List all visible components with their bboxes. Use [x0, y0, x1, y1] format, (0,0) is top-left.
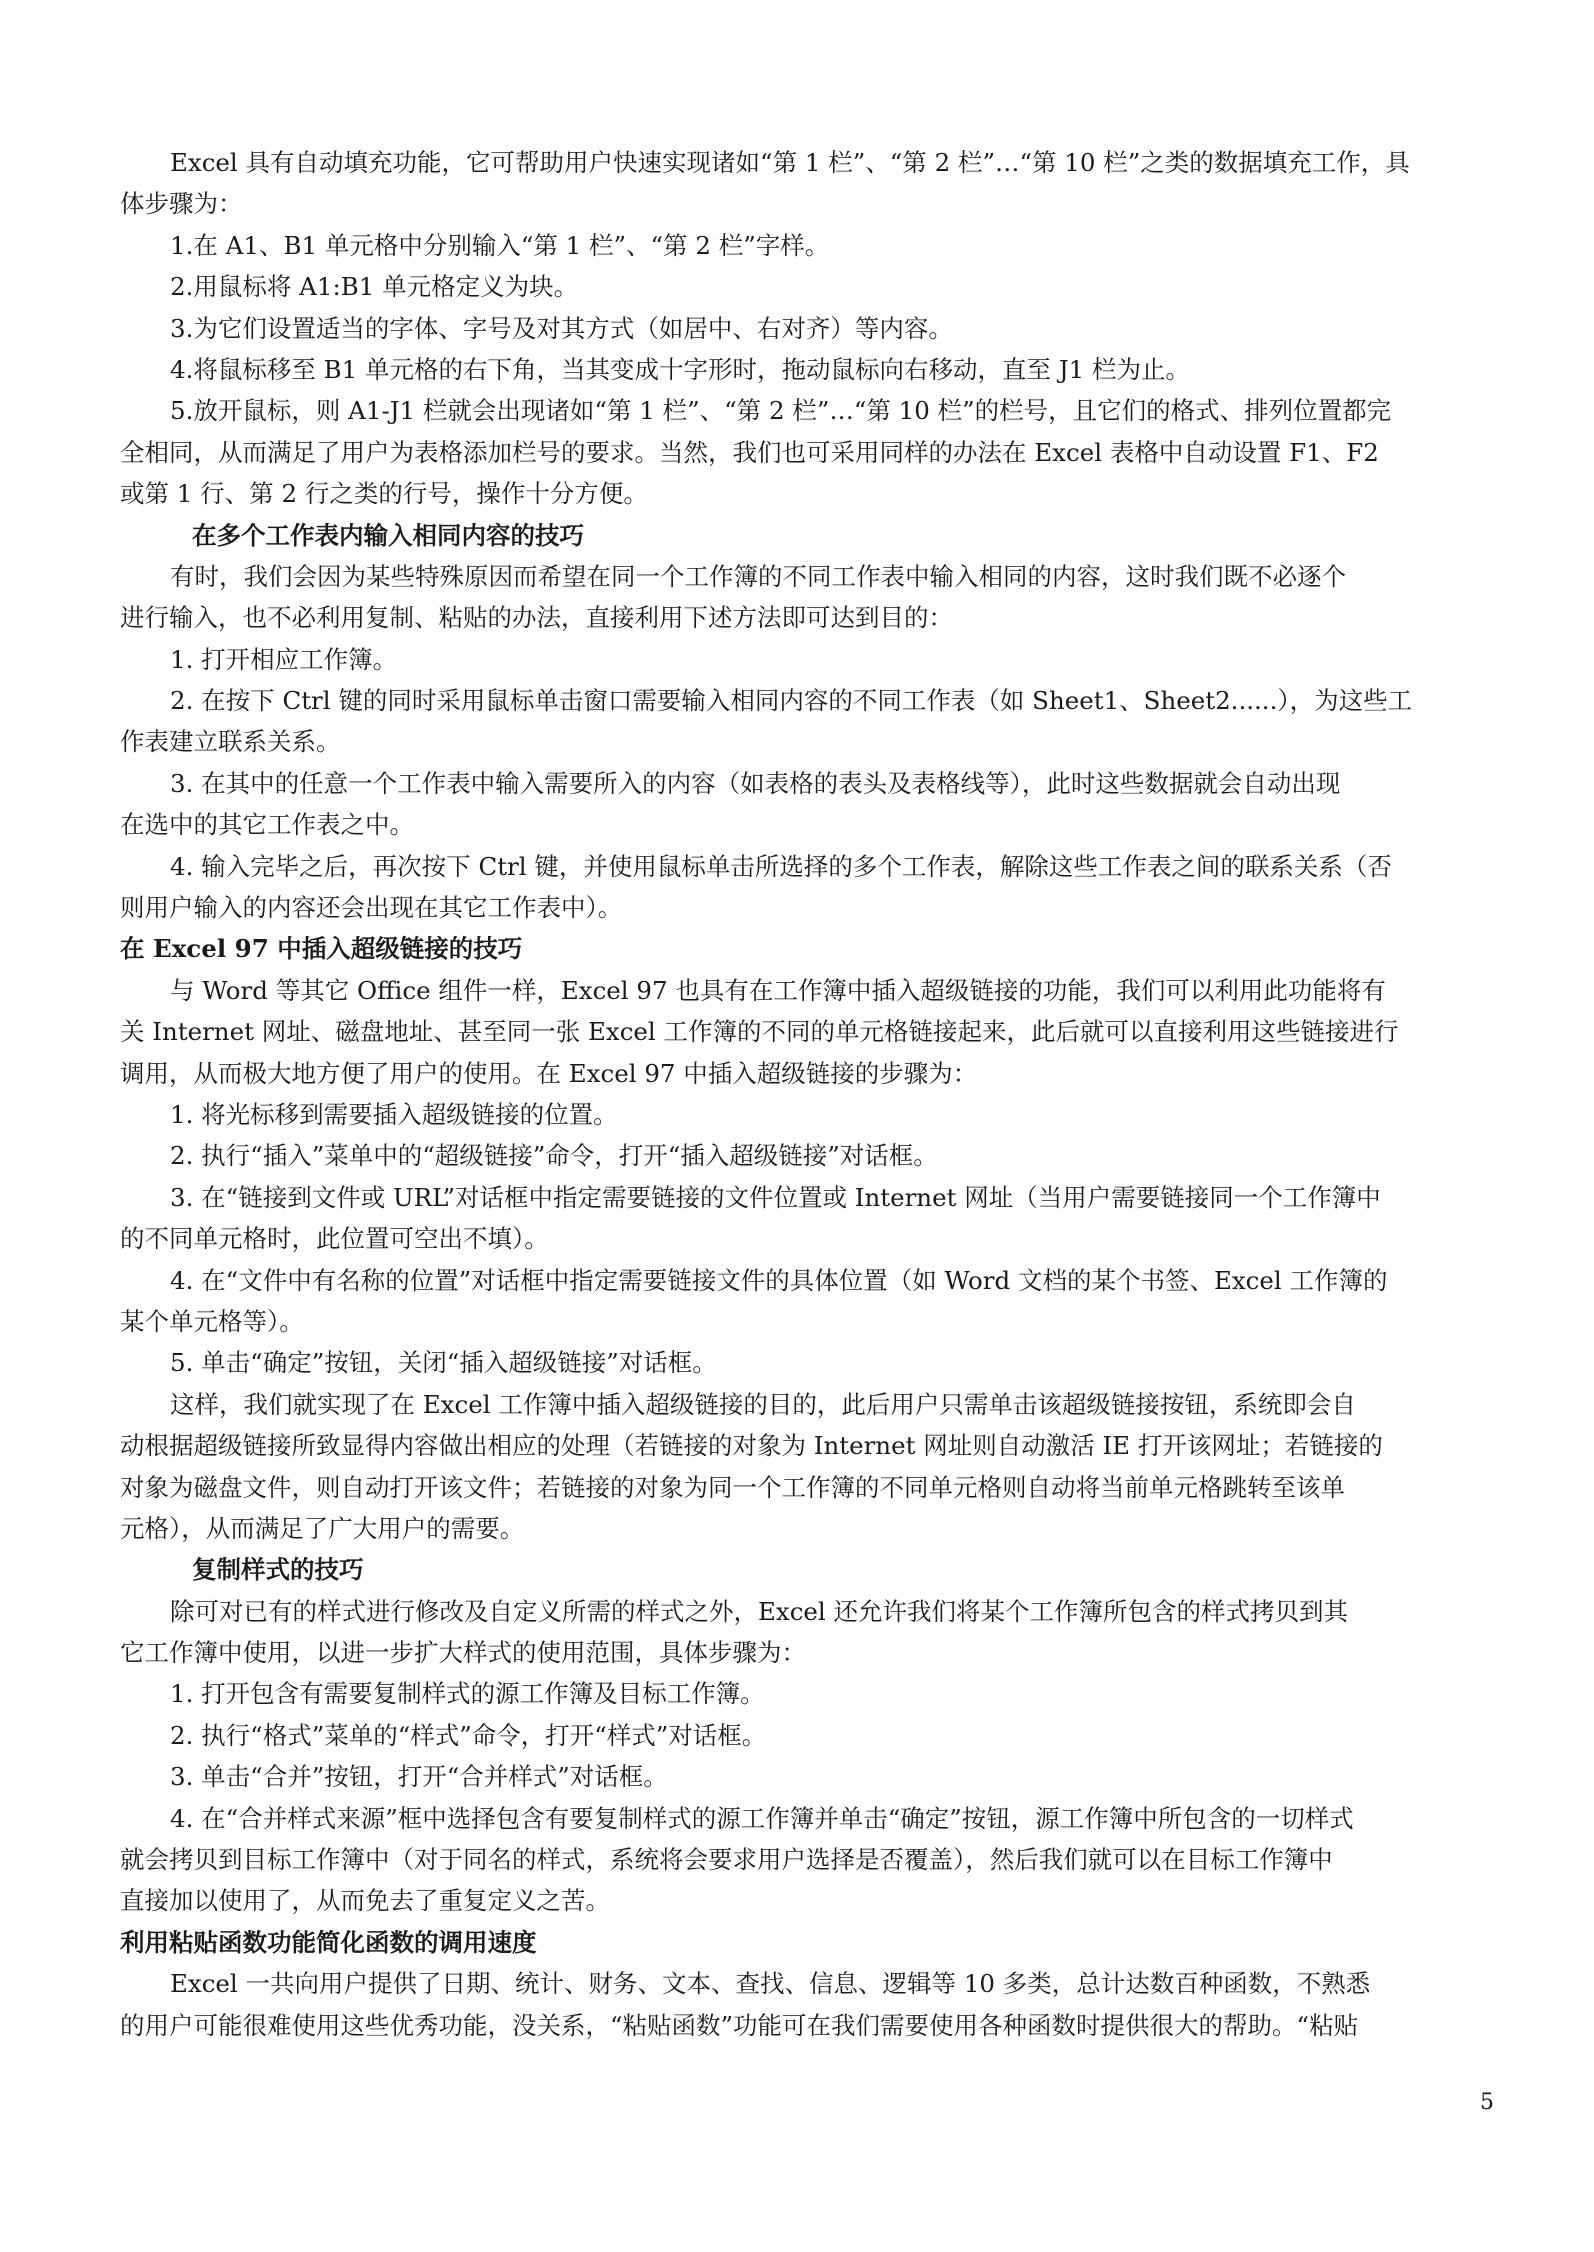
- text-line: 关 Internet 网址、磁盘地址、甚至同一张 Excel 工作簿的不同的单元格链接起来，此后就可以直接利用这些链接进行: [120, 1017, 1399, 1047]
- text-line: 2. 执行“插入”菜单中的“超级链接”命令，打开“插入超级链接”对话框。: [170, 1141, 938, 1171]
- text-line: 全相同，从而满足了用户为表格添加栏号的要求。当然，我们也可采用同样的办法在 Excel 表格中自动设置 F1、F2: [120, 437, 1379, 467]
- text-line: 1. 将光标移到需要插入超级链接的位置。: [170, 1099, 618, 1129]
- section-heading: 利用粘贴函数功能简化函数的调用速度: [120, 1927, 537, 1957]
- text-line: 就会拷贝到目标工作簿中（对于同名的样式，系统将会要求用户选择是否覆盖），然后我们就可以在目标工作簿中: [120, 1845, 1333, 1875]
- text-line: 对象为磁盘文件，则自动打开该文件；若链接的对象为同一个工作簿的不同单元格则自动将当前单元格跳转至该单: [120, 1472, 1345, 1502]
- text-line: 进行输入，也不必利用复制、粘贴的办法，直接利用下述方法即可达到目的：: [120, 603, 953, 633]
- text-line: 4. 输入完毕之后，再次按下 Ctrl 键，并使用鼠标单击所选择的多个工作表，解除这些工作表之间的联系关系（否: [170, 851, 1392, 881]
- text-line: 1. 打开包含有需要复制样式的源工作簿及目标工作簿。: [170, 1679, 765, 1709]
- text-line: 或第 1 行、第 2 行之类的行号，操作十分方便。: [120, 479, 648, 509]
- text-line: 的用户可能很难使用这些优秀功能，没关系，“粘贴函数”功能可在我们需要使用各种函数时提供很大的帮助。“粘贴: [120, 2010, 1359, 2040]
- text-line: 2. 在按下 Ctrl 键的同时采用鼠标单击窗口需要输入相同内容的不同工作表（如 Sheet1、Sheet2......），为这些工: [170, 686, 1413, 716]
- section-heading: 在 Excel 97 中插入超级链接的技巧: [120, 934, 523, 964]
- text-line: 与 Word 等其它 Office 组件一样，Excel 97 也具有在工作簿中插入超级链接的功能，我们可以利用此功能将有: [170, 975, 1386, 1005]
- text-line: 3. 在其中的任意一个工作表中输入需要所入的内容（如表格的表头及表格线等），此时这些数据就会自动出现: [170, 768, 1341, 798]
- text-line: 1. 打开相应工作簿。: [170, 644, 398, 674]
- text-line: 5. 单击“确定”按钮，关闭“插入超级链接”对话框。: [170, 1348, 717, 1378]
- text-line: Excel 一共向用户提供了日期、统计、财务、文本、查找、信息、逻辑等 10 多类，总计达数百种函数，不熟悉: [170, 1969, 1371, 1999]
- text-line: 则用户输入的内容还会出现在其它工作表中）。: [120, 893, 623, 923]
- page-content: [120, 142, 1504, 2046]
- text-line: 1.在 A1、B1 单元格中分别输入“第 1 栏”、“第 2 栏”字样。: [170, 230, 830, 260]
- section-heading: 在多个工作表内输入相同内容的技巧: [192, 520, 584, 550]
- text-line: 4. 在“合并样式来源”框中选择包含有要复制样式的源工作簿并单击“确定”按钮，源工作簿中所包含的一切样式: [170, 1803, 1354, 1833]
- text-line: 直接加以使用了，从而免去了重复定义之苦。: [120, 1886, 610, 1916]
- text-line: 在选中的其它工作表之中。: [120, 810, 414, 840]
- text-line: 5.放开鼠标，则 A1-J1 栏就会出现诸如“第 1 栏”、“第 2 栏”…“第 10 栏”的栏号，且它们的格式、排列位置都完: [170, 396, 1392, 426]
- text-line: 作表建立联系关系。: [120, 727, 341, 757]
- text-line: 有时，我们会因为某些特殊原因而希望在同一个工作簿的不同工作表中输入相同的内容，这时我们既不必逐个: [170, 561, 1346, 591]
- text-line: 这样，我们就实现了在 Excel 工作簿中插入超级链接的目的，此后用户只需单击该超级链接按钮，系统即会自: [170, 1389, 1356, 1419]
- text-line: 元格），从而满足了广大用户的需要。: [120, 1513, 525, 1543]
- text-line: 的不同单元格时，此位置可空出不填）。: [120, 1224, 549, 1254]
- text-line: 3.为它们设置适当的字体、字号及对其方式（如居中、右对齐）等内容。: [170, 313, 953, 343]
- text-line: 某个单元格等）。: [120, 1306, 304, 1336]
- section-heading: 复制样式的技巧: [192, 1555, 364, 1585]
- text-line: 4. 在“文件中有名称的位置”对话框中指定需要链接文件的具体位置（如 Word 文档的某个书签、Excel 工作簿的: [170, 1265, 1388, 1295]
- text-line: 2.用鼠标将 A1:B1 单元格定义为块。: [170, 272, 579, 302]
- text-line: 调用，从而极大地方便了用户的使用。在 Excel 97 中插入超级链接的步骤为：: [120, 1058, 978, 1088]
- text-line: 3. 单击“合并”按钮，打开“合并样式”对话框。: [170, 1762, 668, 1792]
- text-line: 4.将鼠标移至 B1 单元格的右下角，当其变成十字形时，拖动鼠标向右移动，直至 J1 栏为止。: [170, 354, 1191, 384]
- text-line: 体步骤为：: [120, 189, 243, 219]
- text-line: Excel 具有自动填充功能，它可帮助用户快速实现诸如“第 1 栏”、“第 2 栏”…“第 10 栏”之类的数据填充工作，具: [170, 148, 1410, 177]
- page-number: 5: [1480, 2090, 1494, 2115]
- text-line: 它工作簿中使用，以进一步扩大样式的使用范围，具体步骤为：: [120, 1638, 806, 1668]
- text-line: 2. 执行“格式”菜单的“样式”命令，打开“样式”对话框。: [170, 1720, 767, 1750]
- text-line: 除可对已有的样式进行修改及自定义所需的样式之外，Excel 还允许我们将某个工作簿所包含的样式拷贝到其: [170, 1596, 1349, 1626]
- text-line: 动根据超级链接所致显得内容做出相应的处理（若链接的对象为 Internet 网址则自动激活 IE 打开该网址；若链接的: [120, 1431, 1383, 1461]
- text-line: 3. 在“链接到文件或 URL”对话框中指定需要链接的文件位置或 Internet 网址（当用户需要链接同一个工作簿中: [170, 1182, 1381, 1212]
